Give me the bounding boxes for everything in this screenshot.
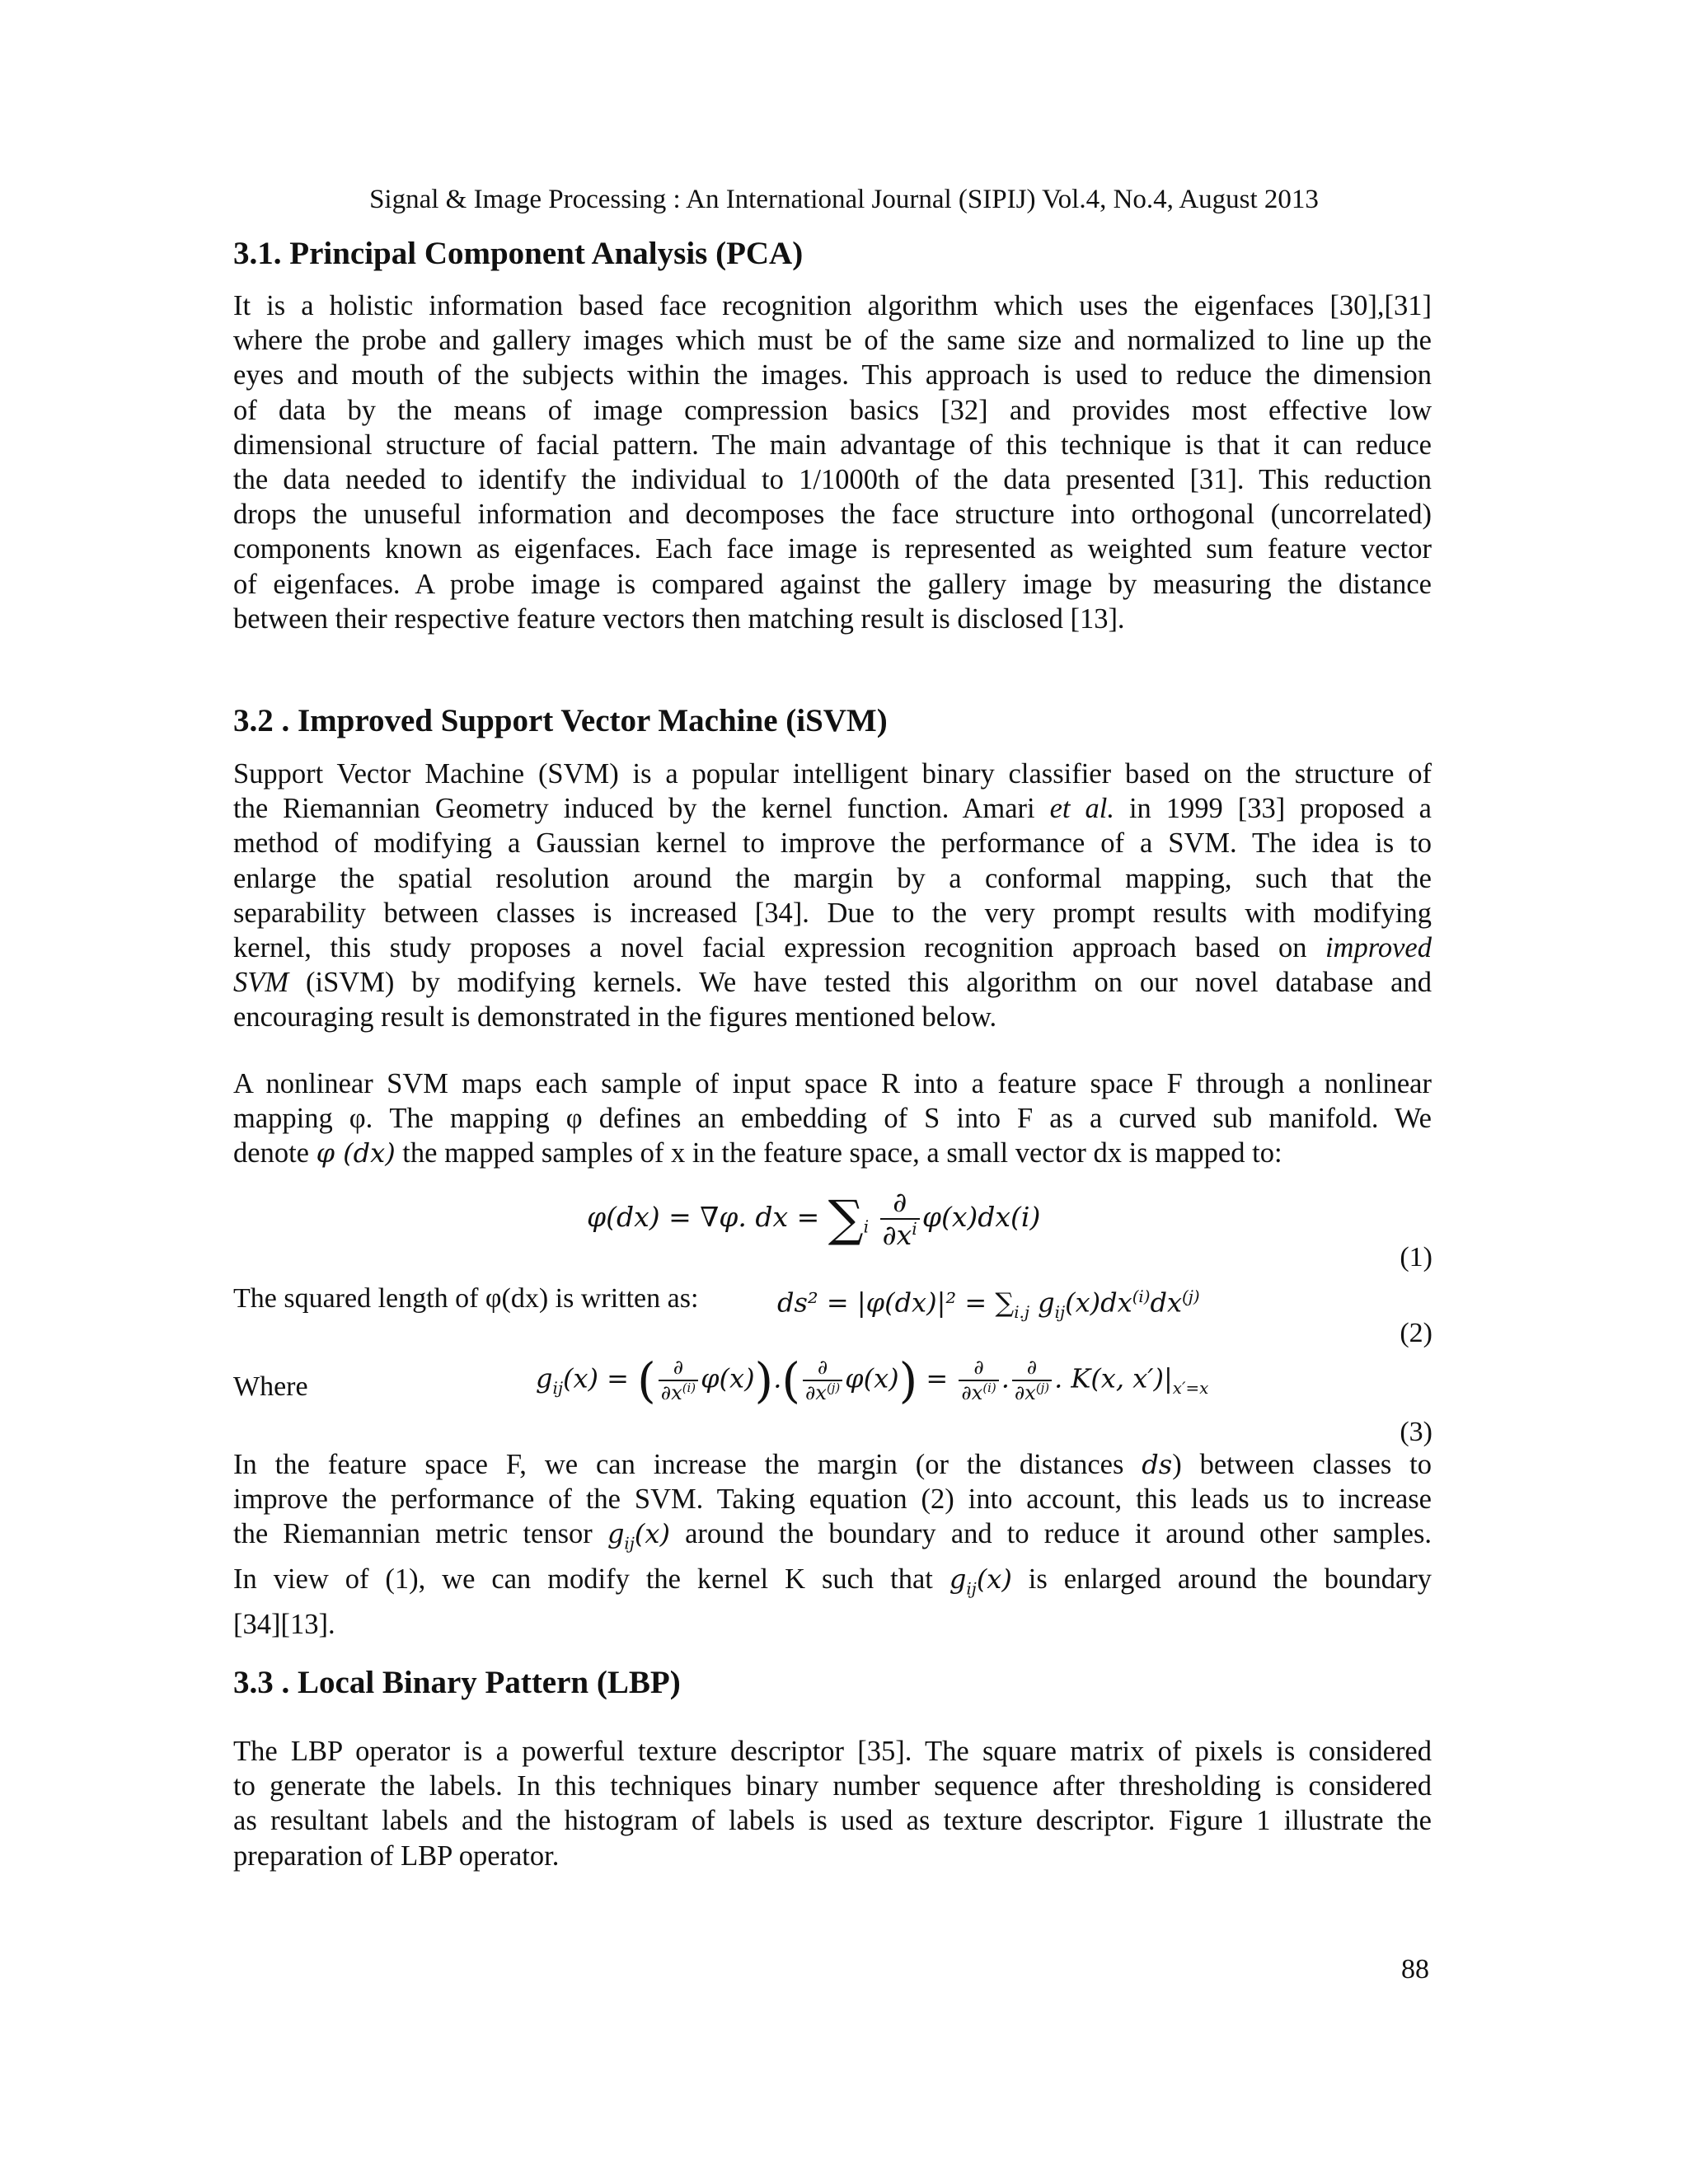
eq3-fraction-j (803, 1357, 842, 1404)
paren-open: ( (781, 1352, 800, 1409)
pca-line: of data by the means of image compression basics [32] and provides most effective low (233, 394, 1432, 426)
eq1-rhs: φ(x)dx(i) (921, 1200, 1041, 1233)
eq1-numerator: ∂ (880, 1187, 920, 1220)
equation-3 (536, 1352, 1209, 1409)
isvm-line: improve the performance of the SVM. Taking equation (2) into account, this leads us to increase (233, 1483, 1432, 1516)
equation-number-1: (1) (1400, 1242, 1432, 1272)
text-run: the Riemannian Geometry induced by the kernel function. Amari (233, 793, 1050, 825)
text-run: x′=x (1172, 1378, 1209, 1398)
text-run: in 1999 [33] proposed a (1114, 793, 1432, 825)
eq3-denominator (803, 1381, 842, 1405)
summation-sign: ∑ (828, 1189, 864, 1248)
text-run: (i) (982, 1380, 996, 1395)
isvm-line: separability between classes is increased [34]. Due to the very prompt results with modifying (233, 897, 1432, 929)
paren-open: ( (637, 1352, 656, 1409)
text-run-italic: et al. (1049, 793, 1114, 825)
text-run: g (536, 1362, 553, 1394)
pca-paragraph (233, 288, 1432, 636)
page-number: 88 (1401, 1954, 1429, 1985)
text-run: ∂x (1014, 1380, 1036, 1404)
text-run: ∂ (1012, 1357, 1052, 1381)
text-run: (i) (1132, 1287, 1151, 1306)
eq3-denominator (959, 1381, 998, 1405)
isvm-line: A nonlinear SVM maps each sample of input space R into a feature space F through a nonlinear (233, 1068, 1432, 1099)
eq1-denominator (880, 1220, 920, 1251)
text-run-italic: SVM (233, 967, 289, 999)
text-run: i.j (1014, 1303, 1029, 1323)
text-run: (i) (682, 1380, 696, 1395)
text-run: around the boundary and to reduce it around other samples. (669, 1518, 1432, 1550)
inline-math: ds (1142, 1449, 1173, 1480)
text-run: ∂x (805, 1380, 827, 1404)
isvm-paragraph-2 (233, 1066, 1432, 1171)
text-run: ∂x (961, 1380, 983, 1404)
text-run: kernel, this study proposes a novel facial expression recognition approach based on (233, 932, 1325, 964)
eq1-lhs: φ(dx) = ∇φ. dx = (587, 1200, 828, 1233)
eq3-denominator (659, 1381, 698, 1405)
paren-close: ) (898, 1352, 918, 1409)
isvm-line: encouraging result is demonstrated in the figures mentioned below. (233, 1001, 997, 1033)
text-run: (x)dx (1065, 1286, 1132, 1319)
section-title-lbp: 3.3 . Local Binary Pattern (LBP) (233, 1665, 681, 1700)
inline-math (607, 1518, 670, 1554)
journal-header: Signal & Image Processing : An International Journal (SIPIJ) Vol.4, No.4, August 2013 (369, 185, 1319, 214)
text-run: In view of (1), we can modify the kernel K such that (233, 1563, 950, 1595)
pca-line: dimensional structure of facial pattern. The main advantage of this technique is that it can reduce (233, 429, 1432, 461)
pca-line: eyes and mouth of the subjects within the images. This approach is used to reduce the dimension (233, 359, 1432, 391)
text-run: (j) (1035, 1380, 1050, 1395)
eq3-denominator (1012, 1381, 1052, 1405)
text-run: ∂x (660, 1380, 682, 1404)
text-run: the mapped samples of x in the feature space, a small vector dx is mapped to: (395, 1137, 1282, 1169)
lbp-line: to generate the labels. In this techniques binary number sequence after thresholding is considered (233, 1770, 1432, 1802)
pca-line: components known as eigenfaces. Each face image is represented as weighted sum feature vector (233, 533, 1432, 565)
text-run: g (949, 1563, 967, 1595)
text-run: . (1001, 1362, 1010, 1394)
eq3-label: Where (233, 1371, 308, 1402)
equation-number-2: (2) (1400, 1318, 1432, 1348)
isvm-line (233, 1447, 1432, 1482)
pca-line: of eigenfaces. A probe image is compared against the gallery image by measuring the distance (233, 568, 1432, 600)
lbp-line: as resultant labels and the histogram of labels is used as texture descriptor. Figure 1 illustrate the (233, 1805, 1432, 1837)
text-run: . K(x, x′)| (1054, 1362, 1173, 1394)
text-run: ∂x (882, 1218, 912, 1251)
pca-line: where the probe and gallery images which must be of the same size and normalized to line up the (233, 325, 1432, 357)
text-run: ∂ (803, 1357, 842, 1381)
isvm-paragraph-3 (233, 1447, 1432, 1642)
text-run: ∂ (659, 1357, 698, 1381)
text-run: ij (624, 1534, 635, 1554)
section-title-pca: 3.1. Principal Component Analysis (PCA) (233, 236, 804, 271)
equation-2 (777, 1281, 1200, 1329)
text-run: dx (1150, 1286, 1183, 1319)
pca-line: It is a holistic information based face recognition algorithm which uses the eigenfaces [30],[31] (233, 290, 1432, 321)
text-run: denote (233, 1137, 316, 1169)
eq3-fraction-kj (1012, 1357, 1052, 1404)
section-title-isvm: 3.2 . Improved Support Vector Machine (iSVM) (233, 703, 888, 738)
text-run: is enlarged around the boundary (1011, 1563, 1432, 1595)
equation-1 (587, 1187, 1040, 1251)
text-run: ij (966, 1579, 977, 1599)
text-run: (x) = (562, 1362, 638, 1394)
text-run: In the feature space F, we can increase the margin (or the distances (233, 1449, 1142, 1480)
inline-math: φ (dx) (316, 1137, 396, 1169)
text-run: (iSVM) by modifying kernels. We have tested this algorithm on our novel database and (288, 967, 1432, 999)
inline-math (949, 1563, 1012, 1599)
text-run: = (917, 1362, 957, 1394)
pca-line: between their respective feature vectors then matching result is disclosed [13]. (233, 602, 1125, 635)
text-run: (x) (634, 1518, 670, 1550)
isvm-line: mapping φ. The mapping φ defines an embedding of S into F as a curved sub manifold. We (233, 1103, 1432, 1135)
text-run: φ(x) (845, 1362, 899, 1394)
text-run: (j) (826, 1380, 841, 1395)
eq3-fraction-i (659, 1357, 698, 1404)
paren-close: ) (754, 1352, 774, 1409)
text-run: (x) (976, 1563, 1012, 1595)
isvm-line: enlarge the spatial resolution around the margin by a conformal mapping, such that the (233, 862, 1432, 894)
isvm-line (233, 1516, 1432, 1562)
text-run: ij (1054, 1303, 1066, 1323)
isvm-line (233, 930, 1432, 965)
text-run: the Riemannian metric tensor (233, 1518, 607, 1550)
eq2-label: The squared length of φ(dx) is written as: (233, 1283, 699, 1314)
text-run: ∂ (959, 1357, 998, 1381)
text-run: g (607, 1518, 625, 1550)
eq2-expr: ds² = |φ(dx)|² = ∑ (777, 1286, 1015, 1319)
text-run: φ(x) (701, 1362, 755, 1394)
pca-line: the data needed to identify the individual to 1/1000th of the data presented [31]. This reduction (233, 464, 1432, 496)
text-run: (j) (1182, 1287, 1200, 1306)
text-run: ) between classes to (1172, 1449, 1432, 1480)
eq3-fraction-ki (959, 1357, 998, 1404)
eq1-sum-index: i (863, 1216, 870, 1237)
lbp-line: preparation of LBP operator. (233, 1840, 560, 1872)
isvm-line: Support Vector Machine (SVM) is a popular intelligent binary classifier based on the structure of (233, 758, 1432, 790)
text-run: g (1029, 1286, 1055, 1319)
isvm-line (233, 1136, 1432, 1170)
isvm-line: [34][13]. (233, 1608, 335, 1640)
isvm-line: method of modifying a Gaussian kernel to improve the performance of a SVM. The idea is to (233, 827, 1432, 860)
isvm-line (233, 965, 1432, 1000)
isvm-line (233, 1562, 1432, 1607)
lbp-line: The LBP operator is a powerful texture descriptor [35]. The square matrix of pixels is considered (233, 1736, 1432, 1767)
isvm-paragraph-1 (233, 757, 1432, 1035)
text-run: i (912, 1218, 917, 1239)
text-run: ij (552, 1378, 563, 1398)
text-run-italic: improved (1325, 932, 1432, 964)
lbp-paragraph (233, 1734, 1432, 1873)
equation-number-3: (3) (1400, 1417, 1432, 1447)
isvm-line (233, 791, 1432, 826)
eq1-fraction (880, 1187, 920, 1251)
text-run: . (773, 1362, 782, 1394)
pca-line: drops the unuseful information and decomposes the face structure into orthogonal (uncorrelated) (233, 499, 1432, 531)
